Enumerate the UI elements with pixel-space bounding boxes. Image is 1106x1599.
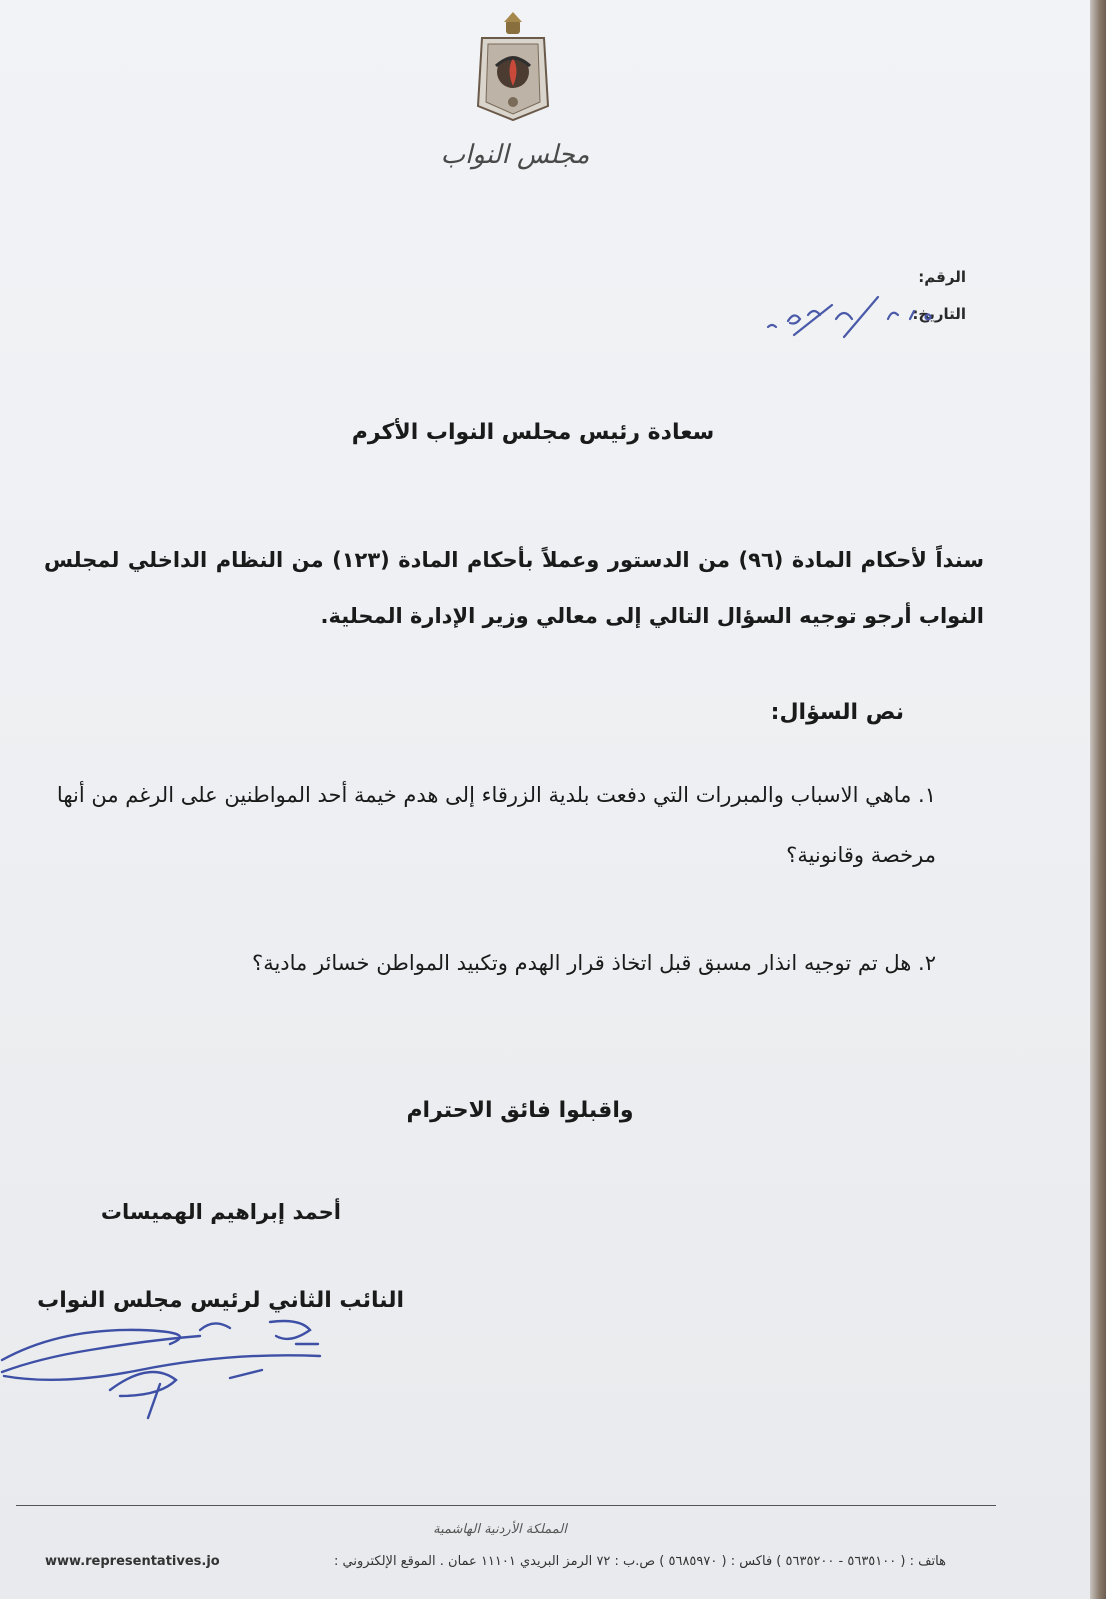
letter-body: سنداً لأحكام المادة (٩٦) من الدستور وعملاً بأحكام المادة (١٢٣) من النظام الداخلي لمجلس النواب أرجو توجيه السؤال التالي إلى معالي وزير الإدارة المحلية.: [44, 548, 984, 628]
footer-website-link[interactable]: www.representatives.jo: [45, 1554, 220, 1569]
question-heading: نص السؤال:: [770, 700, 904, 725]
handwritten-date: [760, 285, 950, 345]
recipient-heading: سعادة رئيس مجلس النواب الأكرم: [351, 420, 715, 445]
signatory-name: أحمد إبراهيم الهميسات: [100, 1200, 341, 1224]
coat-of-arms-icon: [468, 10, 558, 125]
reference-label: الرقم:: [918, 268, 966, 286]
question-item: ١. ماهي الاسباب والمبررات التي دفعت بلدية الزرقاء إلى هدم خيمة أحد المواطنين على الرغم من أنها مرخصة وقانونية؟: [56, 783, 936, 867]
signatory-title: النائب الثاني لرئيس مجلس النواب: [37, 1288, 404, 1313]
handwritten-signature: [0, 1300, 340, 1460]
date-label: التاريخ:: [912, 305, 966, 323]
footer-contact-info: هاتف : ( ٥٦٣٥١٠٠ - ٥٦٣٥٢٠٠ ) فاكس : ( ٥٦٨٥٩٧٠ ) ص.ب : ٧٢ الرمز البريدي ١١١٠١ عمان . الموقع الإلكتروني :: [334, 1554, 946, 1569]
page-edge-shadow: [1090, 0, 1106, 1599]
closing-line: واقبلوا فائق الاحترام: [406, 1098, 634, 1123]
footer-kingdom-logo: المملكة الأردنية الهاشمية: [433, 1522, 567, 1537]
question-item: ٢. هل تم توجيه انذار مسبق قبل اتخاذ قرار الهدم وتكبيد المواطن خسائر مادية؟: [252, 951, 936, 975]
council-logo-text: مجلس النواب: [440, 140, 590, 170]
footer-divider: [16, 1505, 996, 1506]
